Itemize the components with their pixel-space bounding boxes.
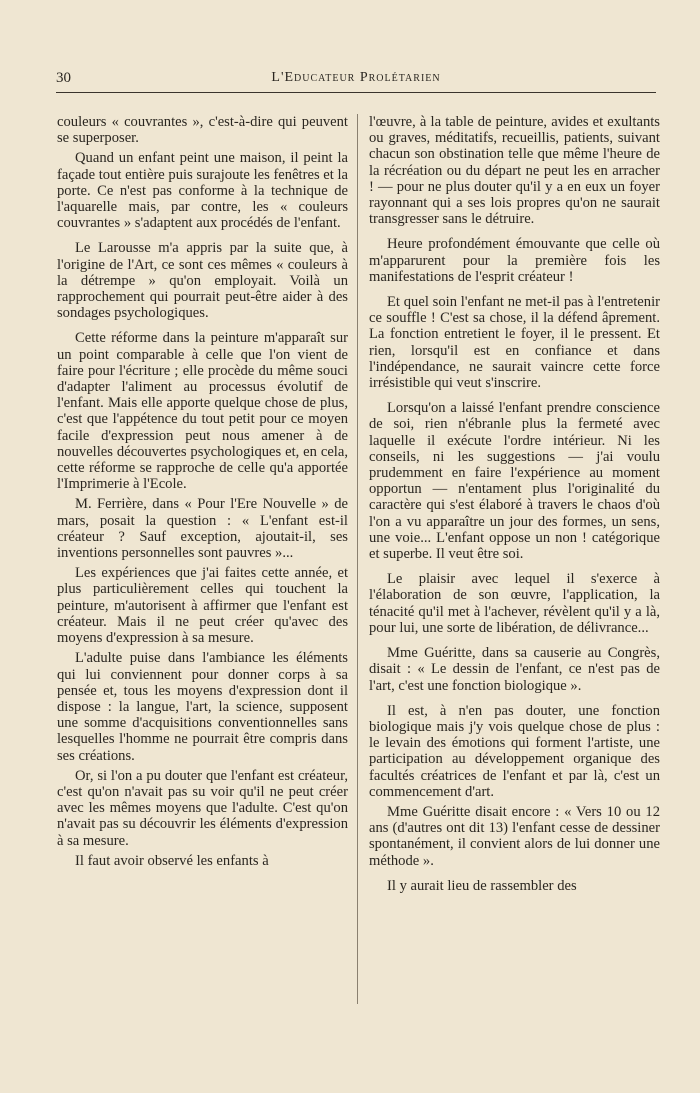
paragraph: Heure profondément émouvante que celle où m'apparurent pour la première fois les manifestations de l'esprit créateur ! <box>369 236 660 285</box>
paragraph: couleurs « couvrantes », c'est-à-dire qui peuvent se superposer. <box>57 114 348 147</box>
paragraph: Il est, à n'en pas douter, une fonction biologique mais j'y vois quelque chose de plus : le levain des émotions qui forment l'artiste, une participation au développement organique des facultés créatrices de l'enfant et par là, c'est un commencement d'art. <box>369 702 660 800</box>
paragraph: L'adulte puise dans l'ambiance les éléments qui lui conviennent pour donner corps à sa pensée et, tous les moyens d'expression dont il dispose : la langue, l'art, la science, supposent une somme d'acquisitions conventionnelles sans lesquelles l'homme ne pourrait être compris dans ses créations. <box>57 650 348 764</box>
paragraph: Mme Guéritte, dans sa causerie au Congrès, disait : « Le dessin de l'enfant, ce n'est pas de l'art, c'est une fonction biologique ». <box>369 645 660 694</box>
paragraph: Quand un enfant peint une maison, il peint la façade tout entière puis surajoute les fenêtres et la porte. Ce n'est pas conforme à la technique de l'aquarelle mais, par contre, les « couleurs couvrantes » s'adaptent aux procédés de l'enfant. <box>57 150 348 232</box>
paragraph: Il y aurait lieu de rassembler des <box>387 877 577 894</box>
paragraph: Cette réforme dans la peinture m'apparaît sur un point comparable à celle que l'on vient de faire pour l'écriture ; elle procède du même souci d'adapter l'aliment au processus évolutif de l'enfant. Mais elle apporte quelque chose de plus, c'est que l'appétence du tout petit pour ce moyen facile d'expression peut nous amener à de nouvelles découvertes psychologiques et, en cela, cette réforme se rapproche de celle qu'a apportée l'Imprimerie à l'Ecole. <box>57 330 348 493</box>
paragraph: Le Larousse m'a appris par la suite que, à l'origine de l'Art, ce sont ces mêmes « couleurs à la détrempe » qu'on employait. Voilà un rapprochement qui pourrait peut-être aider à des sondages psychologiques. <box>57 240 348 322</box>
running-title: L'Educateur Prolétarien <box>271 70 441 85</box>
paragraph: Il faut avoir observé les enfants à <box>75 852 269 869</box>
paragraph: Or, si l'on a pu douter que l'enfant est créateur, c'est qu'on n'avait pas su voir qu'il ne peut créer avec les mêmes moyens que l'adulte. C'est qu'on n'avait pas su découvrir les éléments d'expression à sa mesure. <box>57 767 348 849</box>
paragraph: M. Ferrière, dans « Pour l'Ere Nouvelle » de mars, posait la question : « L'enfant est-il créateur ? Sauf exception, ajoutait-il, ses inventions personnelles sont pauvres »... <box>57 496 348 562</box>
paragraph: Lorsqu'on a laissé l'enfant prendre conscience de soi, rien n'ébranle plus la fermeté avec laquelle il exécute l'ordre intérieur. Ni les conseils, ni les suggestions — j'ai voulu prudemment en faire l'expérience au moment opportun — n'entament plus l'originalité du caractère qui s'est élaboré à travers le chaos d'où l'on a vu apparaître un jour des formes, un sens, une voie... L'enfant oppose un non ! catégorique et superbe. Il veut être soi. <box>369 400 660 563</box>
page-number: 30 <box>56 70 71 86</box>
right-column <box>369 114 660 894</box>
paragraph: Et quel soin l'enfant ne met-il pas à l'entretenir ce souffle ! C'est sa chose, il la défend âprement. La fonction entretient le foyer, il le pressent. Et rien, lorsqu'il est en confiance et dans l'indépendance, ne saurait vaincre cette force irrésistible qui veut s'inscrire. <box>369 294 660 392</box>
page-header <box>56 68 656 93</box>
paragraph: Les expériences que j'ai faites cette année, et plus particulièrement celles qui touchent la peinture, m'autorisent à affirmer que l'enfant est créateur. Mais il ne peut créer qu'avec des moyens d'expression à sa mesure. <box>57 565 348 647</box>
column-divider <box>357 114 358 1004</box>
left-column <box>57 114 348 869</box>
paragraph: Le plaisir avec lequel il s'exerce à l'élaboration de son œuvre, l'application, la ténacité qu'il met à l'achever, révèlent qu'il y a là, pour lui, une sorte de libération, de délivrance... <box>369 571 660 636</box>
paragraph: Mme Guéritte disait encore : « Vers 10 ou 12 ans (d'autres ont dit 13) l'enfant cesse de dessiner spontanément, il convient alors de lui donner une méthode ». <box>369 803 660 869</box>
paragraph: l'œuvre, à la table de peinture, avides et exultants ou graves, méditatifs, recueillis, patients, suivant chacun son obstination telle que même l'heure de la récréation ou du départ ne peut les en arracher ! — pour ne plus douter qu'il y a en eux un foyer rayonnant qui a ses lois propres qu'on ne saurait transgresser sans le détruire. <box>369 114 660 228</box>
